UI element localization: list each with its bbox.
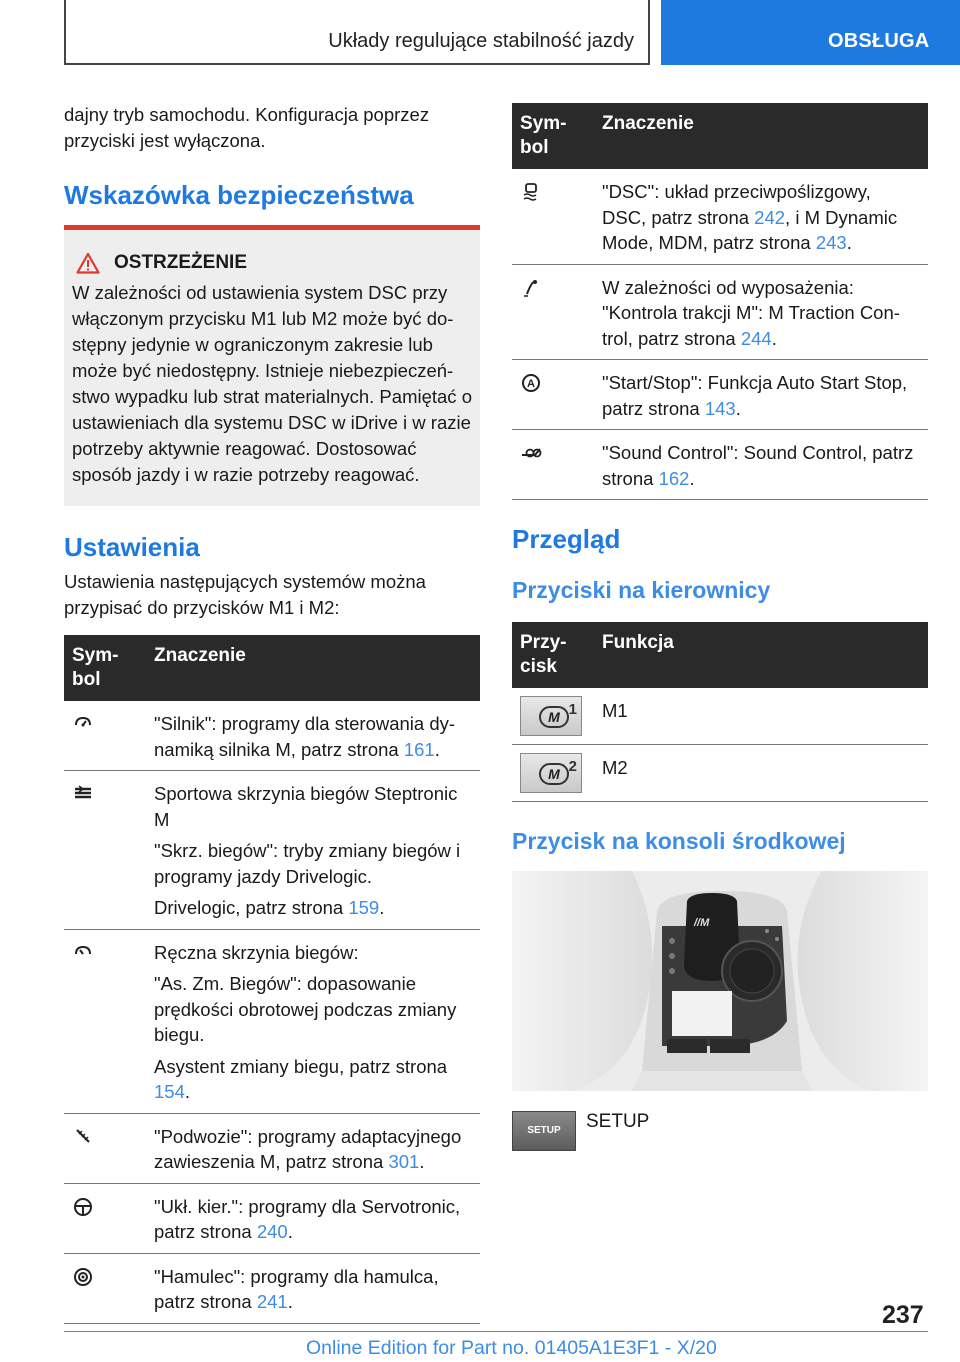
engine-icon bbox=[72, 714, 94, 734]
meaning-text-part: "Podwozie": programy adaptacyjnego zawieszenia M, patrz strona bbox=[154, 1125, 462, 1172]
button-cell bbox=[512, 688, 594, 745]
auto-start-stop-icon bbox=[520, 373, 542, 393]
page-reference-link[interactable]: 161 bbox=[403, 738, 435, 760]
table-row bbox=[512, 745, 928, 802]
meaning-text-part: Asystent zmiany biegu, patrz strona bbox=[154, 1055, 448, 1077]
steering-buttons-table bbox=[512, 622, 928, 802]
traction-control-icon bbox=[520, 278, 542, 298]
overview-heading: Przegląd bbox=[512, 524, 621, 554]
meaning-cell bbox=[594, 360, 928, 430]
meaning-text bbox=[154, 838, 472, 889]
function-cell: M1 bbox=[594, 688, 928, 745]
symbol-cell bbox=[512, 360, 594, 430]
m-badge-number: 2 bbox=[568, 758, 577, 775]
meaning-text-part: . bbox=[434, 738, 440, 760]
meaning-cell bbox=[146, 1183, 480, 1253]
steering-m-button[interactable] bbox=[520, 753, 582, 793]
meaning-text-part: "Skrz. biegów": tryby zmiany biegów i programy jazdy Drivelogic. bbox=[154, 840, 461, 887]
settings-col-meaning: Znaczenie bbox=[146, 635, 480, 701]
extra-col-meaning: Znaczenie bbox=[594, 103, 928, 169]
svg-text://M: //M bbox=[694, 917, 710, 929]
page-reference-link[interactable]: 243 bbox=[815, 232, 847, 253]
brake-icon bbox=[72, 1267, 94, 1287]
meaning-cell bbox=[594, 430, 928, 500]
meaning-text-part: "Hamulec": programy dla hamulca, patrz strona bbox=[154, 1265, 439, 1312]
symbol-cell bbox=[64, 701, 146, 771]
meaning-cell bbox=[146, 701, 480, 771]
warning-box bbox=[64, 225, 480, 506]
setup-row bbox=[512, 1111, 928, 1151]
settings-col-symbol: Sym-bol bbox=[64, 635, 146, 701]
meaning-text bbox=[154, 1264, 472, 1315]
meaning-text-part: "Start/Stop": Funkcja Auto Start Stop, patrz strona bbox=[602, 372, 908, 419]
page-number: 237 bbox=[882, 1301, 924, 1329]
meaning-text-part: . bbox=[846, 232, 852, 253]
table-row bbox=[512, 360, 928, 430]
meaning-cell bbox=[146, 771, 480, 930]
steering-wheel-icon bbox=[72, 1197, 94, 1217]
table-row bbox=[64, 771, 480, 930]
symbol-cell bbox=[64, 1253, 146, 1323]
meaning-text-part: "Silnik": programy dla sterowania dy-namiką silnika M, patrz strona bbox=[154, 713, 456, 760]
meaning-cell bbox=[594, 264, 928, 360]
settings-table bbox=[64, 635, 480, 1324]
symbol-cell bbox=[512, 264, 594, 360]
warning-triangle-icon bbox=[76, 252, 100, 274]
page-reference-link[interactable]: 154 bbox=[154, 1081, 185, 1102]
page-reference-link[interactable]: 143 bbox=[704, 397, 736, 419]
left-column bbox=[64, 102, 480, 1324]
symbol-cell bbox=[64, 929, 146, 1113]
right-column bbox=[512, 103, 928, 1151]
meaning-text bbox=[602, 370, 920, 421]
meaning-text-part: . bbox=[419, 1151, 425, 1172]
meaning-text-part: "Ukł. kier.": programy dla Servotronic, patrz strona bbox=[154, 1195, 461, 1242]
meaning-text-part: "DSC": układ przeciwpoślizgowy, DSC, patrz strona bbox=[602, 181, 871, 228]
table-row bbox=[512, 430, 928, 500]
meaning-text-part: . bbox=[379, 897, 385, 918]
dsc-icon bbox=[520, 182, 542, 202]
table-row bbox=[512, 688, 928, 745]
table-row bbox=[64, 929, 480, 1113]
header-section-box bbox=[64, 0, 650, 65]
meaning-text bbox=[154, 1194, 472, 1245]
svg-text:A: A bbox=[527, 378, 535, 390]
symbol-cell bbox=[512, 169, 594, 264]
warning-text: W zależności od ustawienia system DSC przy włączonym przycisku M1 lub M2 może być dostępny jedynie w ograniczonym zakresie lub może być niedostępny. Istnieje niebezpieczeństwo wypadku lub strat materialnych. Pamiętać o ustawieniach dla systemu DSC w iDrive i w razie potrzeby aktywnie reagować. Dostosować sposób jazdy i w razie potrzeby reagować. bbox=[72, 282, 472, 485]
meaning-text bbox=[602, 275, 920, 352]
buttons-col-button: Przy-cisk bbox=[512, 622, 594, 688]
table-row bbox=[64, 1253, 480, 1323]
meaning-text-part: Ręczna skrzynia biegów: bbox=[154, 941, 359, 963]
center-console-photo bbox=[512, 871, 928, 1091]
meaning-cell bbox=[146, 929, 480, 1113]
meaning-cell bbox=[594, 169, 928, 264]
gearbox-icon bbox=[72, 784, 94, 804]
meaning-text-part: . bbox=[184, 1081, 191, 1102]
console-button-heading: Przycisk na konsoli środkowej bbox=[512, 828, 846, 854]
warning-title-row bbox=[72, 252, 472, 274]
header-section-title: Układy regulujące stabilność jazdy bbox=[328, 30, 634, 52]
meaning-text bbox=[154, 895, 472, 921]
meaning-text bbox=[154, 711, 472, 762]
meaning-text bbox=[154, 971, 472, 1048]
meaning-cell bbox=[146, 1113, 480, 1183]
m-badge-number: 1 bbox=[568, 701, 577, 718]
meaning-text-part: Sportowa skrzynia biegów Steptronic M bbox=[154, 783, 458, 830]
symbol-cell bbox=[64, 1183, 146, 1253]
meaning-text-part: . bbox=[689, 467, 695, 489]
table-row bbox=[512, 169, 928, 264]
meaning-text bbox=[154, 1124, 472, 1175]
page-reference-link[interactable]: 241 bbox=[256, 1291, 288, 1312]
settings-heading: Ustawienia bbox=[64, 532, 200, 562]
symbol-cell bbox=[512, 430, 594, 500]
settings-intro: Ustawienia następujących systemów można przypisać do przycisków M1 i M2: bbox=[64, 571, 426, 618]
meaning-text-part: . bbox=[771, 327, 777, 349]
table-row bbox=[64, 701, 480, 771]
meaning-cell bbox=[146, 1253, 480, 1323]
symbol-cell bbox=[64, 771, 146, 930]
meaning-text-part: . bbox=[287, 1221, 293, 1242]
manual-gearbox-icon bbox=[72, 943, 94, 963]
steering-buttons-heading: Przyciski na kierownicy bbox=[512, 577, 771, 603]
sound-control-icon bbox=[520, 443, 542, 463]
button-cell bbox=[512, 745, 594, 802]
function-cell: M2 bbox=[594, 745, 928, 802]
center-console-illustration bbox=[512, 871, 928, 1091]
page-reference-link[interactable]: 240 bbox=[256, 1221, 288, 1242]
extra-settings-table bbox=[512, 103, 928, 500]
meaning-text-part: , i M Dynamic Mode, MDM, patrz strona bbox=[602, 206, 898, 253]
meaning-text bbox=[602, 440, 920, 491]
page-reference-link[interactable]: 162 bbox=[658, 467, 690, 489]
suspension-icon bbox=[72, 1127, 94, 1147]
page-reference-link[interactable]: 301 bbox=[388, 1151, 420, 1172]
footer-divider bbox=[64, 1331, 928, 1332]
meaning-text bbox=[602, 179, 920, 256]
meaning-text-part: . bbox=[735, 397, 741, 419]
meaning-text-part: Drivelogic, patrz strona bbox=[154, 897, 349, 918]
steering-m-button[interactable] bbox=[520, 696, 582, 736]
m-badge: M bbox=[539, 706, 569, 728]
setup-button[interactable]: SETUP bbox=[512, 1111, 576, 1151]
meaning-text-part: "Sound Control": Sound Control, patrz strona bbox=[602, 442, 914, 489]
m-badge: M bbox=[539, 763, 569, 785]
symbol-cell bbox=[64, 1113, 146, 1183]
footer-edition: Online Edition for Part no. 01405A1E3F1 - X/20 bbox=[306, 1337, 717, 1359]
table-row bbox=[512, 264, 928, 360]
buttons-col-function: Funkcja bbox=[594, 622, 928, 688]
header-chapter-title: OBSŁUGA bbox=[828, 30, 930, 52]
warning-title: OSTRZEŻENIE bbox=[114, 252, 248, 273]
intro-text: dajny tryb samochodu. Konfiguracja poprzez przyciski jest wyłączona. bbox=[64, 104, 430, 151]
page-reference-link[interactable]: 244 bbox=[740, 327, 772, 349]
safety-heading: Wskazówka bezpieczeństwa bbox=[64, 180, 414, 210]
meaning-text-part: . bbox=[287, 1291, 293, 1312]
meaning-text bbox=[154, 1054, 472, 1105]
meaning-text bbox=[154, 940, 472, 966]
meaning-text-part: "As. Zm. Biegów": dopasowanie prędkości obrotowej podczas zmiany biegu. bbox=[154, 973, 457, 1045]
extra-col-symbol: Sym-bol bbox=[512, 103, 594, 169]
header-chapter-tab[interactable] bbox=[661, 0, 960, 65]
meaning-text bbox=[154, 781, 472, 832]
page-reference-link[interactable]: 242 bbox=[754, 206, 786, 228]
table-row bbox=[64, 1183, 480, 1253]
meaning-text-part: W zależności od wyposażenia: "Kontrola trakcji M": M Traction Con-trol, patrz strona bbox=[602, 276, 900, 349]
table-row bbox=[64, 1113, 480, 1183]
page-reference-link[interactable]: 159 bbox=[348, 897, 380, 918]
setup-label: SETUP bbox=[586, 1111, 650, 1132]
